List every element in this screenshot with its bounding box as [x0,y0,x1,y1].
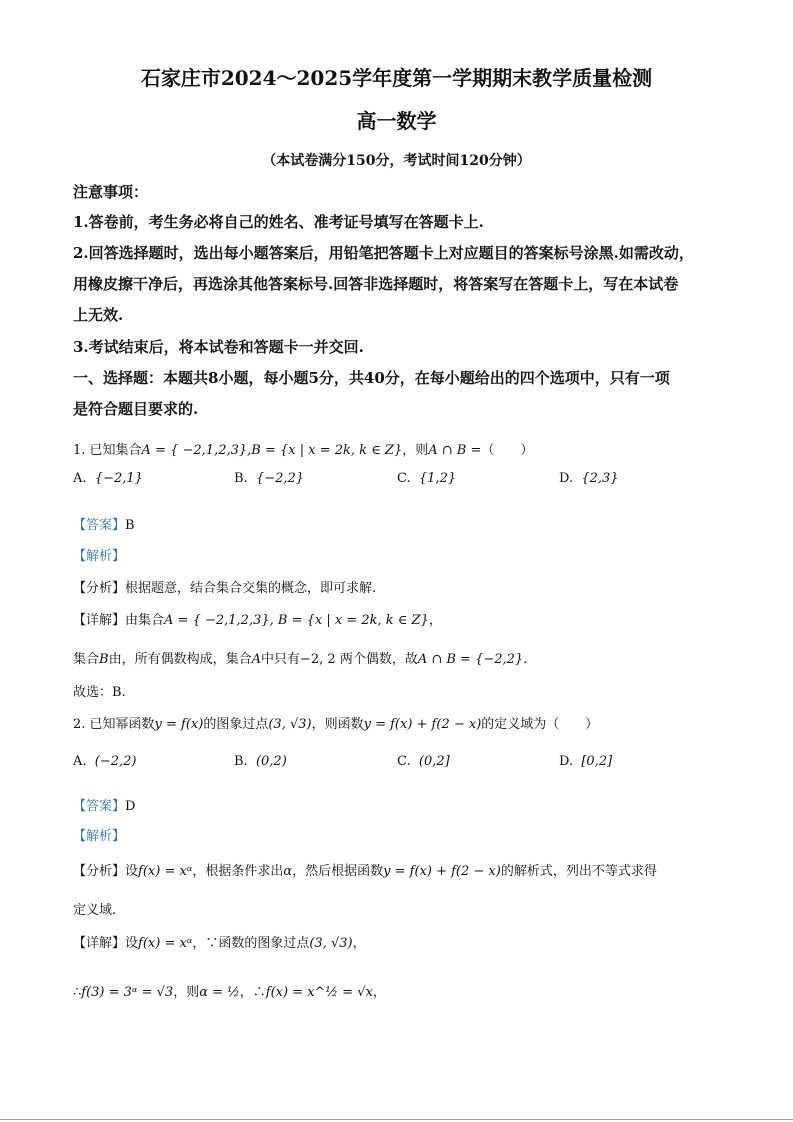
line2-part: 集合 [73,652,100,667]
option-label: A. [73,471,87,486]
question-2-mid2: ，则函数 [311,717,364,732]
question-2-option-c [397,754,450,769]
detail-part: ， [352,936,366,951]
question-1-prefix: 1. 已知集合 [73,443,142,458]
exam-note: （本试卷满分150分，考试时间120分钟） [262,153,531,169]
exam-subject: 高一数学 [356,109,437,133]
question-2-detail-line2 [73,981,386,1000]
option-label: A. [73,754,87,769]
question-1-option-a [73,471,143,486]
section-heading-line2: 是符合题目要求的. [73,400,199,418]
line2-math: A ∩ B = {−2,2} [417,652,524,667]
fenxi-math: f(x) = xᵅ [138,864,193,879]
page-bottom-divider [0,1119,793,1120]
question-2-detail [73,932,366,951]
question-2-func: y = f(x) [154,717,204,732]
question-2-mid: 的图象过点 [203,717,269,732]
answer-value: D [125,799,136,814]
section-heading-line1: 一、选择题：本题共8小题，每小题5分，共40分，在每小题给出的四个选项中，只有一项 [73,369,670,387]
option-label: B. [234,471,248,486]
question-2-answer [73,795,135,814]
question-2-fenxi-line2: 定义域. [73,903,117,918]
line2-part: 由，所有偶数构成，集合 [108,652,252,667]
question-2-end: 的定义域为（ ） [481,717,599,732]
detail-math: f(x) = x^½ = √x [265,985,373,1000]
question-2-option-d [559,754,612,769]
detail-part: ，则 [173,985,200,1000]
answer-value: B [125,518,135,533]
option-label: C. [397,754,411,769]
fenxi-tag: 【分析】 [73,581,126,596]
answer-tag: 【答案】 [73,799,126,814]
detail-math: f(x) = xᵅ [138,936,193,951]
fenxi-part: ，根据条件求出 [192,864,284,879]
instruction-item-1: 1.答卷前，考生务必将自己的姓名、准考证号填写在答题卡上. [73,213,484,231]
question-1-set-a: A = { −2,1,2,3}, [141,443,252,458]
question-1-answer [73,514,135,533]
option-value: {−2,1} [94,471,143,486]
question-1-detail [73,609,442,628]
answer-tag: 【答案】 [73,518,126,533]
instructions-heading: 注意事项： [73,183,149,201]
question-2-point: (3, √3) [268,717,312,732]
instruction-item-2-line2: 用橡皮擦干净后，再选涂其他答案标号.回答非选择题时，将答案写在答题卡上，写在本试卷 [73,275,679,293]
option-label: D. [559,754,574,769]
fenxi-part: ，然后根据函数 [292,864,384,879]
question-2-analysis-tag: 【解析】 [73,829,126,844]
detail-part: ，∴ [239,985,266,1000]
question-1-analysis-tag: 【解析】 [73,549,126,564]
fenxi-math: α [283,864,293,879]
option-label: D. [559,471,574,486]
question-2-stem [73,713,598,732]
instruction-item-3: 3.考试结束后，将本试卷和答题卡一并交回. [73,338,364,356]
line2-part: . [523,652,528,667]
question-1-ask: ，则 [402,443,429,458]
option-value: (−2,2) [94,754,137,769]
exam-title: 石家庄市2024～2025学年度第一学期期末教学质量检测 [140,66,653,90]
detail-math: α = ½ [199,985,240,1000]
question-1-option-d [559,471,619,486]
line2-math: B [99,652,109,667]
question-1-option-c [397,471,456,486]
fenxi-tag: 【分析】 [73,864,126,879]
question-2-prefix: 2. 已知幂函数 [73,717,155,732]
option-value: (0,2] [418,754,450,769]
line2-part: 中只有−2, 2 两个偶数，故 [260,652,418,667]
detail-math: f(3) = 3ᵅ = √3 [81,985,174,1000]
option-label: B. [234,754,248,769]
option-value: (0,2) [255,754,287,769]
option-value: {2,3} [581,471,619,486]
question-2-func2: y = f(x) + f(2 − x) [363,717,482,732]
detail-end: ， [428,613,442,628]
detail-part: 设 [125,936,139,951]
question-1-expr: A ∩ B = [428,443,482,458]
option-value: {1,2} [418,471,457,486]
question-1-detail-line2 [73,648,527,667]
instruction-item-2-line1: 2.回答选择题时，选出每小题答案后，用铅笔把答题卡上对应题目的答案标号涂黑.如需改动， [73,244,694,262]
question-1-option-b [234,471,304,486]
detail-math: (3, √3) [309,936,353,951]
option-label: C. [397,471,411,486]
instruction-item-2-line3: 上无效. [73,306,124,324]
detail-math: A = { −2,1,2,3}, B = {x | x = 2k, k ∈ Z} [164,613,429,628]
detail-prefix: 由集合 [125,613,165,628]
fenxi-text: 根据题意，结合集合交集的概念，即可求解. [125,581,377,596]
fenxi-math: y = f(x) + f(2 − x) [383,864,501,879]
option-value: [0,2] [581,754,613,769]
detail-tag: 【详解】 [73,936,126,951]
question-2-option-b [234,754,287,769]
question-1-set-b: B = {x | x = 2k, k ∈ Z} [251,443,403,458]
fenxi-part: 设 [125,864,139,879]
fenxi-part: 的解析式，列出不等式求得 [500,864,657,879]
detail-part: ，∵函数的图象过点 [192,936,310,951]
detail-part: ∴ [73,985,82,1000]
question-1-paren: （ ） [481,443,534,458]
question-1-conclusion: 故选：B. [73,685,126,700]
option-value: {−2,2} [255,471,305,486]
line2-math: A [251,652,261,667]
question-1-stem [73,439,533,458]
question-2-option-a [73,754,137,769]
question-2-fenxi [73,860,657,879]
detail-tag: 【详解】 [73,613,126,628]
question-1-fenxi [73,577,376,596]
detail-part: ， [372,985,386,1000]
